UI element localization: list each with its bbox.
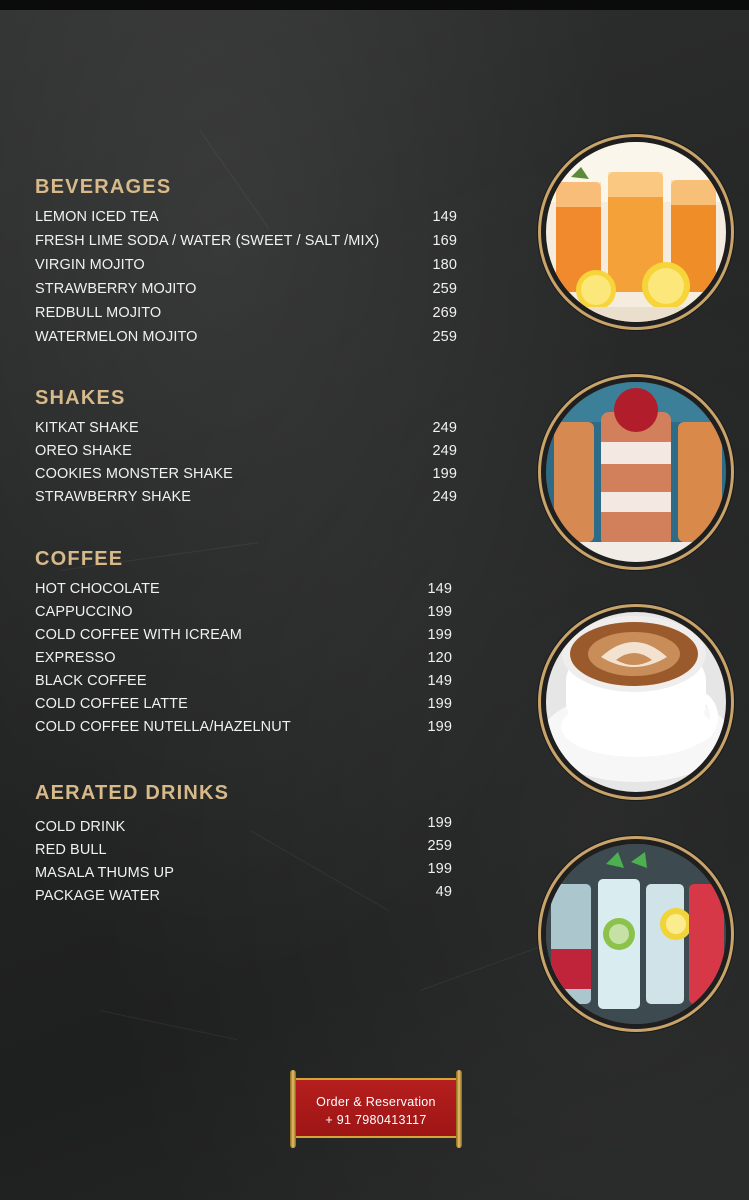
item-name: COLD COFFEE NUTELLA/HAZELNUT — [35, 719, 291, 735]
item-name: FRESH LIME SODA / WATER (SWEET / SALT /MIX) — [35, 233, 380, 249]
menu-item — [35, 673, 460, 696]
beverages-title: BEVERAGES — [35, 176, 172, 198]
shakes-title: SHAKES — [35, 387, 126, 409]
item-name: COLD COFFEE LATTE — [35, 696, 188, 712]
item-price: 49 — [435, 884, 452, 900]
aerated-drinks-section — [35, 782, 460, 911]
menu-item — [35, 443, 460, 466]
item-name: COLD DRINK — [35, 819, 126, 835]
phone-number[interactable]: + 91 7980413117 — [325, 1113, 427, 1127]
item-price: 180 — [432, 257, 457, 273]
item-name: STRAWBERRY MOJITO — [35, 281, 197, 297]
item-name: CAPPUCCINO — [35, 604, 133, 620]
item-price: 199 — [427, 861, 452, 877]
coffee-section — [35, 548, 460, 742]
mojito-photo — [546, 844, 726, 1024]
latte-photo — [546, 612, 726, 792]
menu-item — [35, 305, 460, 329]
order-reservation-banner[interactable] — [290, 1070, 462, 1148]
aerated-drinks-title: AERATED DRINKS — [35, 782, 230, 804]
item-name: REDBULL MOJITO — [35, 305, 162, 321]
scroll-rod-left — [290, 1070, 296, 1148]
scroll-rod-right — [456, 1070, 462, 1148]
menu-item — [35, 209, 460, 233]
item-price: 120 — [427, 650, 452, 666]
menu-item — [35, 329, 460, 353]
item-name: COLD COFFEE WITH ICREAM — [35, 627, 242, 643]
menu-item — [35, 650, 460, 673]
menu-item — [35, 838, 460, 865]
item-name: BLACK COFFEE — [35, 673, 147, 689]
order-reservation-label: Order & Reservation — [316, 1095, 436, 1109]
menu-item — [35, 604, 460, 627]
item-price: 259 — [432, 281, 457, 297]
item-price: 199 — [427, 627, 452, 643]
item-name: STRAWBERRY SHAKE — [35, 489, 192, 505]
item-price: 259 — [432, 329, 457, 345]
item-name: WATERMELON MOJITO — [35, 329, 198, 345]
item-price: 199 — [427, 719, 452, 735]
menu-item — [35, 815, 460, 842]
item-name: MASALA THUMS UP — [35, 865, 175, 881]
menu-item — [35, 466, 460, 489]
item-name: COOKIES MONSTER SHAKE — [35, 466, 233, 482]
shakes-section — [35, 387, 460, 512]
item-price: 259 — [427, 838, 452, 854]
coffee-title: COFFEE — [35, 548, 124, 570]
menu-item — [35, 719, 460, 742]
iced-tea-photo — [546, 142, 726, 322]
menu-item — [35, 861, 460, 888]
item-price: 269 — [432, 305, 457, 321]
item-price: 149 — [432, 209, 457, 225]
menu-page — [0, 10, 749, 1200]
item-price: 199 — [427, 696, 452, 712]
item-name: OREO SHAKE — [35, 443, 132, 459]
menu-item — [35, 627, 460, 650]
menu-item — [35, 581, 460, 604]
menu-item — [35, 281, 460, 305]
item-name: PACKAGE WATER — [35, 888, 161, 904]
menu-item — [35, 884, 460, 911]
menu-item — [35, 257, 460, 281]
menu-item — [35, 489, 460, 512]
menu-item — [35, 233, 460, 257]
item-price: 149 — [427, 581, 452, 597]
item-price: 249 — [432, 420, 457, 436]
milkshake-photo — [546, 382, 726, 562]
item-price: 199 — [427, 604, 452, 620]
item-name: RED BULL — [35, 842, 107, 858]
item-price: 199 — [427, 815, 452, 831]
item-name: HOT CHOCOLATE — [35, 581, 160, 597]
item-price: 199 — [432, 466, 457, 482]
item-name: EXPRESSO — [35, 650, 116, 666]
item-price: 169 — [432, 233, 457, 249]
item-price: 149 — [427, 673, 452, 689]
beverages-section — [35, 176, 460, 353]
item-name: KITKAT SHAKE — [35, 420, 139, 436]
menu-item — [35, 420, 460, 443]
item-price: 249 — [432, 489, 457, 505]
item-name: LEMON ICED TEA — [35, 209, 159, 225]
item-price: 249 — [432, 443, 457, 459]
item-name: VIRGIN MOJITO — [35, 257, 145, 273]
menu-item — [35, 696, 460, 719]
